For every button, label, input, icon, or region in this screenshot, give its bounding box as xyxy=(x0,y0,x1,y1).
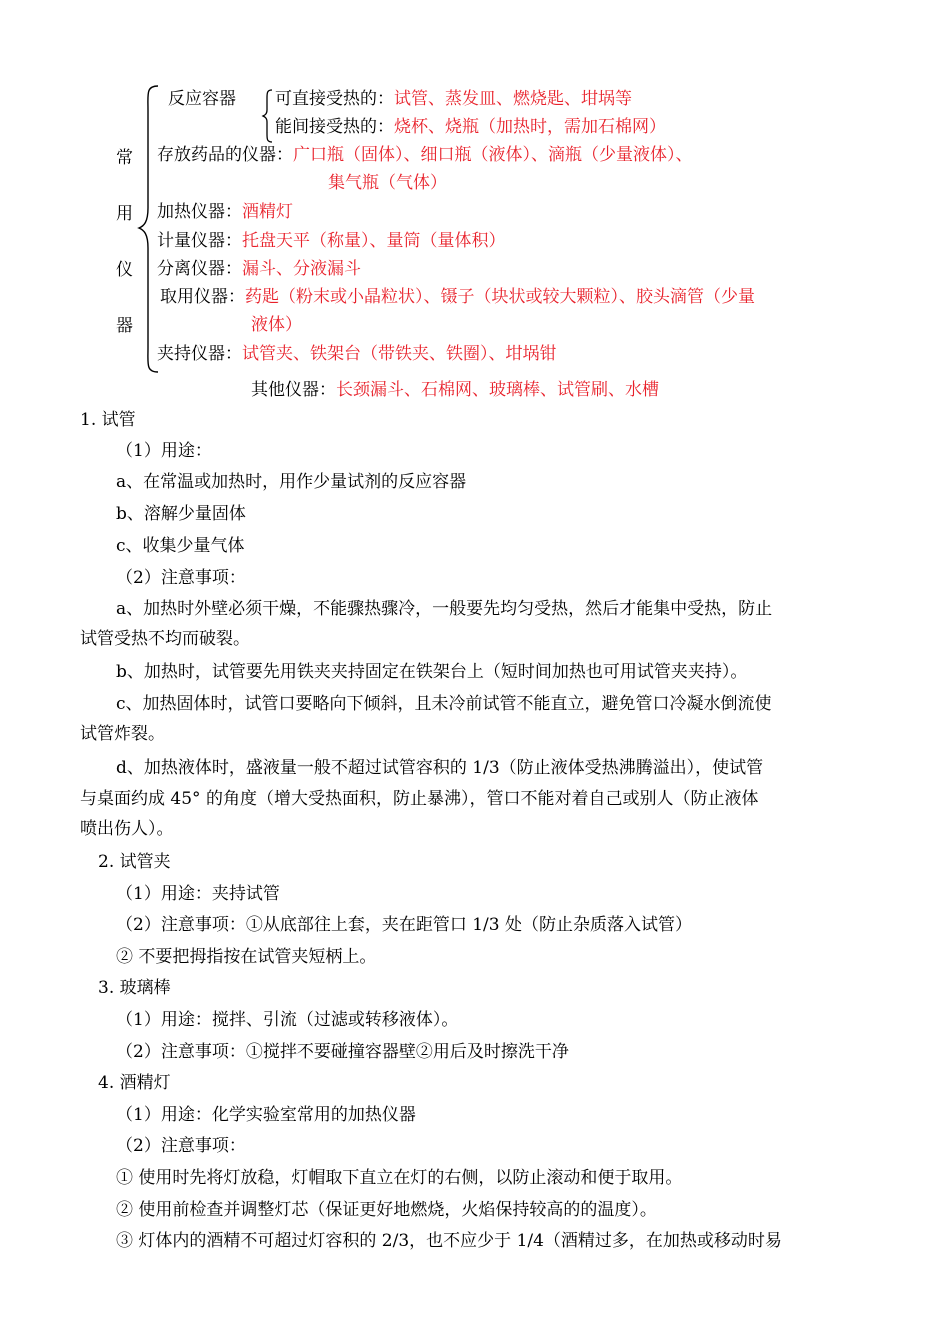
storage-items-1: 广口瓶（固体）、细口瓶（液体）、滴瓶（少量液体）、 xyxy=(293,145,693,165)
text-line: a、在常温或加热时，用作少量试剂的反应容器 xyxy=(116,472,467,492)
text-line: （1）用途：化学实验室常用的加热仪器 xyxy=(116,1105,416,1125)
section-heading-3: 3. 玻璃棒 xyxy=(98,978,171,998)
text-line: 与桌面约成 45° 的角度（增大受热面积，防止暴沸），管口不能对着自己或别人（防止液体 xyxy=(80,789,759,809)
heating-row xyxy=(157,201,293,223)
text-line: d、加热液体时，盛液量一般不超过试管容积的 1/3（防止液体受热沸腾溢出），使试管 xyxy=(116,758,764,778)
reaction-brace xyxy=(260,88,274,144)
title-char-2: 用 xyxy=(116,204,133,224)
section-heading-2: 2. 试管夹 xyxy=(98,852,171,872)
separating-items: 漏斗、分液漏斗 xyxy=(242,259,361,279)
text-line: c、加热固体时，试管口要略向下倾斜，且未冷前试管不能直立，避免管口冷凝水倒流使 xyxy=(116,694,772,714)
text-line: 试管受热不均而破裂。 xyxy=(80,629,250,649)
storage-items-2: 集气瓶（气体） xyxy=(328,173,447,193)
text-line: c、收集少量气体 xyxy=(116,536,245,556)
text-line: 喷出伤人）。 xyxy=(80,819,174,839)
other-label: 其他仪器： xyxy=(251,380,336,400)
taking-row xyxy=(160,286,755,308)
subheading-usage: （1）用途： xyxy=(116,441,212,461)
taking-label: 取用仪器： xyxy=(160,287,245,307)
text-line: （2）注意事项：①从底部往上套，夹在距管口 1/3 处（防止杂质落入试管） xyxy=(116,915,692,935)
other-row xyxy=(251,379,659,401)
text-line: （2）注意事项： xyxy=(116,1136,246,1156)
text-line: （1）用途：搅拌、引流（过滤或转移液体）。 xyxy=(116,1010,459,1030)
title-char-3: 仪 xyxy=(116,260,133,280)
text-line: b、溶解少量固体 xyxy=(116,504,246,524)
indirect-label: 能间接受热的： xyxy=(275,117,394,137)
text-line: ③ 灯体内的酒精不可超过灯容积的 2/3，也不应少于 1/4（酒精过多，在加热或移动时易 xyxy=(116,1231,782,1251)
measuring-label: 计量仪器： xyxy=(157,231,242,251)
other-items: 长颈漏斗、石棉网、玻璃棒、试管刷、水槽 xyxy=(336,380,659,400)
heating-items: 酒精灯 xyxy=(242,202,293,222)
storage-label: 存放药品的仪器： xyxy=(157,145,293,165)
text-line: ① 使用时先将灯放稳，灯帽取下直立在灯的右侧，以防止滚动和便于取用。 xyxy=(116,1168,683,1188)
title-char-1: 常 xyxy=(116,148,133,168)
measuring-items: 托盘天平（称量）、量筒（量体积） xyxy=(242,231,506,251)
measuring-row xyxy=(157,230,506,252)
text-line: （1）用途：夹持试管 xyxy=(116,884,280,904)
taking-items-2: 液体） xyxy=(251,315,302,335)
subheading-notes: （2）注意事项： xyxy=(116,568,246,588)
reaction-label: 反应容器 xyxy=(168,89,236,109)
section-heading-4: 4. 酒精灯 xyxy=(98,1073,171,1093)
text-line: 试管炸裂。 xyxy=(80,724,165,744)
indirect-items: 烧杯、烧瓶（加热时，需加石棉网） xyxy=(394,117,666,137)
reaction-direct-row xyxy=(275,88,632,110)
holding-row xyxy=(157,343,557,365)
text-line: （2）注意事项：①搅拌不要碰撞容器壁②用后及时擦洗干净 xyxy=(116,1042,569,1062)
text-line: a、加热时外壁必须干燥，不能骤热骤冷，一般要先均匀受热，然后才能集中受热，防止 xyxy=(116,599,773,619)
text-line: ② 不要把拇指按在试管夹短柄上。 xyxy=(116,947,377,967)
taking-items-1: 药匙（粉末或小晶粒状）、镊子（块状或较大颗粒）、胶头滴管（少量 xyxy=(245,287,755,307)
storage-row xyxy=(157,144,693,166)
separating-label: 分离仪器： xyxy=(157,259,242,279)
holding-label: 夹持仪器： xyxy=(157,344,242,364)
heating-label: 加热仪器： xyxy=(157,202,242,222)
direct-items: 试管、蒸发皿、燃烧匙、坩埚等 xyxy=(394,89,632,109)
title-char-4: 器 xyxy=(116,316,133,336)
text-line: b、加热时，试管要先用铁夹夹持固定在铁架台上（短时间加热也可用试管夹夹持）。 xyxy=(116,662,748,682)
section-heading-1: 1. 试管 xyxy=(80,410,136,430)
separating-row xyxy=(157,258,361,280)
direct-label: 可直接受热的： xyxy=(275,89,394,109)
holding-items: 试管夹、铁架台（带铁夹、铁圈）、坩埚钳 xyxy=(242,344,557,364)
reaction-indirect-row xyxy=(275,116,666,138)
text-line: ② 使用前检查并调整灯芯（保证更好地燃烧，火焰保持较高的的温度）。 xyxy=(116,1200,657,1220)
